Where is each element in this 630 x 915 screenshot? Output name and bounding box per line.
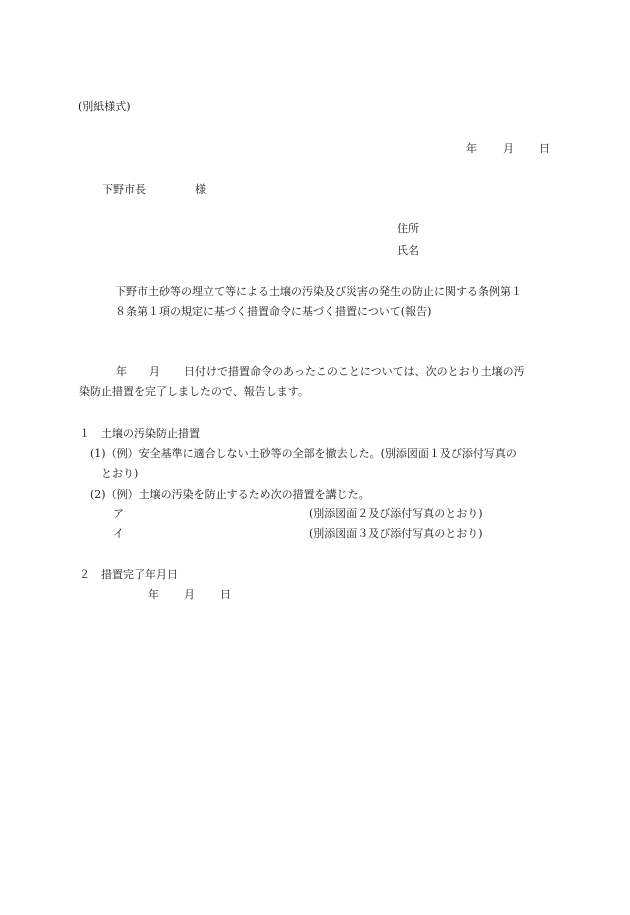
body-line-2: 染防止措置を完了しましたので、報告します。 (79, 385, 309, 398)
sender-name-label: 氏名 (397, 244, 419, 257)
form-label: (別紙様式) (78, 100, 131, 113)
section-1-sub-i-note: (別添図面３及び添付写真のとおり) (309, 527, 483, 540)
date-month: 月 (503, 142, 514, 155)
section-2-heading: ２ 措置完了年月日 (79, 568, 178, 581)
section-1-sub-i-label: イ (113, 527, 124, 540)
section-2-month: 月 (184, 588, 195, 601)
title-line-2: ８条第１項の規定に基づく措置命令に基づく措置について(報告) (115, 305, 432, 318)
body-year: 年 (116, 365, 127, 378)
section-2-day: 日 (220, 588, 231, 601)
body-line-1: 日付けで措置命令のあったこのことについては、次のとおり土壌の汚 (184, 365, 525, 378)
date-year: 年 (466, 142, 477, 155)
section-1-item-1-line-2: とおり) (101, 467, 139, 480)
section-1-sub-a-note: (別添図面２及び添付写真のとおり) (309, 507, 483, 520)
section-1-item-2: (2)（例）土壌の汚染を防止するため次の措置を講じた。 (90, 488, 370, 501)
addressee-honorific: 様 (195, 183, 206, 196)
sender-address-label: 住所 (397, 222, 419, 235)
addressee-name: 下野市長 (102, 183, 146, 196)
body-month: 月 (149, 365, 160, 378)
section-1-item-1-line-1: (1)（例）安全基準に適合しない土砂等の全部を撤去した。(別添図面１及び添付写真の (90, 447, 517, 460)
date-day: 日 (539, 142, 550, 155)
title-line-1: 下野市土砂等の埋立て等による土壌の汚染及び災害の発生の防止に関する条例第１ (115, 285, 522, 298)
section-1-heading: １ 土壌の汚染防止措置 (79, 427, 200, 440)
section-1-sub-a-label: ア (113, 507, 124, 520)
section-2-year: 年 (148, 588, 159, 601)
